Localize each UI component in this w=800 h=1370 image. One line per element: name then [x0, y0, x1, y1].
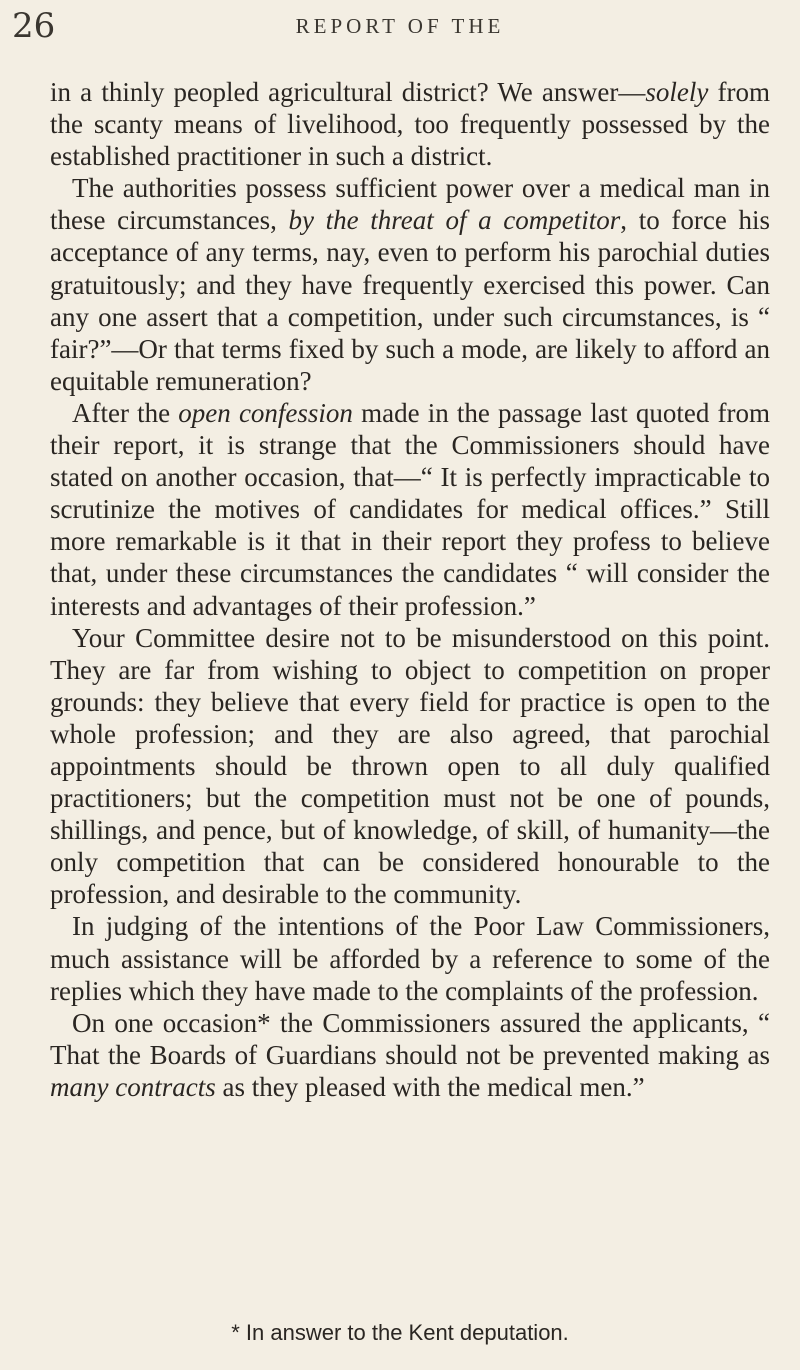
- italic-run: solely: [645, 77, 709, 107]
- text-run: After the: [72, 397, 179, 428]
- paragraph-1: [50, 76, 770, 172]
- paragraph-5: In judging of the intentions of the Poor Law Commissioners, much assistance will be afforded by a reference to some of the replies which they have made to the complaints of the profession.: [50, 911, 770, 1006]
- text-run: in a thinly peopled agricultural district? We answer—: [50, 77, 646, 107]
- paragraph-3: [50, 397, 770, 622]
- text-run: as they pleased with the medical men.”: [215, 1071, 645, 1102]
- footnote: * In answer to the Kent deputation.: [231, 1320, 569, 1345]
- running-head: REPORT OF THE: [295, 14, 505, 38]
- text-run: made in the passage last quoted from their report, it is strange that the Commissioners should have stated on another occasion, that—“ It is perfectly impracticable to scrutinize the motives of candidates for medical offices.” Still more remarkable is it that in their report they profess to believe that, under these circumstances the candidates “ will consider the interests and advantages of their profession.”: [50, 397, 770, 621]
- italic-run: open confession: [178, 397, 353, 428]
- text-run: The authorities possess sufficient power over a medical man in these circumstances,: [50, 173, 770, 236]
- paragraph-6: [50, 1007, 770, 1103]
- italic-run: by the threat of a competitor: [288, 205, 621, 236]
- text-run: from the scanty means of livelihood, too frequently possessed by the established practitioner in such a district.: [50, 77, 770, 172]
- body-text: [50, 76, 770, 1103]
- paragraph-4: Your Committee desire not to be misunderstood on this point. They are far from wishing to object to competition on proper grounds: they believe that every field for practice is open to the whole profession; and they are also agreed, that parochial appointments should be thrown open to all duly qualified practitioners; but the competition must not be one of pounds, shillings, and pence, but of knowledge, of skill, of humanity—the only competition that can be considered honourable to the profession, and desirable to the community.: [50, 622, 770, 910]
- text-run: On one occasion* the Commissioners assured the applicants, “ That the Boards of Guardians should not be prevented making as: [50, 1007, 770, 1070]
- text-run: , to force his acceptance of any terms, nay, even to perform his parochial duties gratuitously; and they have frequently exercised this power. Can any one assert that a competition, under such circumstances, is “ fair?”—Or that terms fixed by such a mode, are likely to afford an equitable remuneration?: [50, 205, 770, 396]
- italic-run: many contracts: [50, 1071, 216, 1102]
- paragraph-2: [50, 172, 770, 397]
- page-number: 26: [12, 6, 56, 46]
